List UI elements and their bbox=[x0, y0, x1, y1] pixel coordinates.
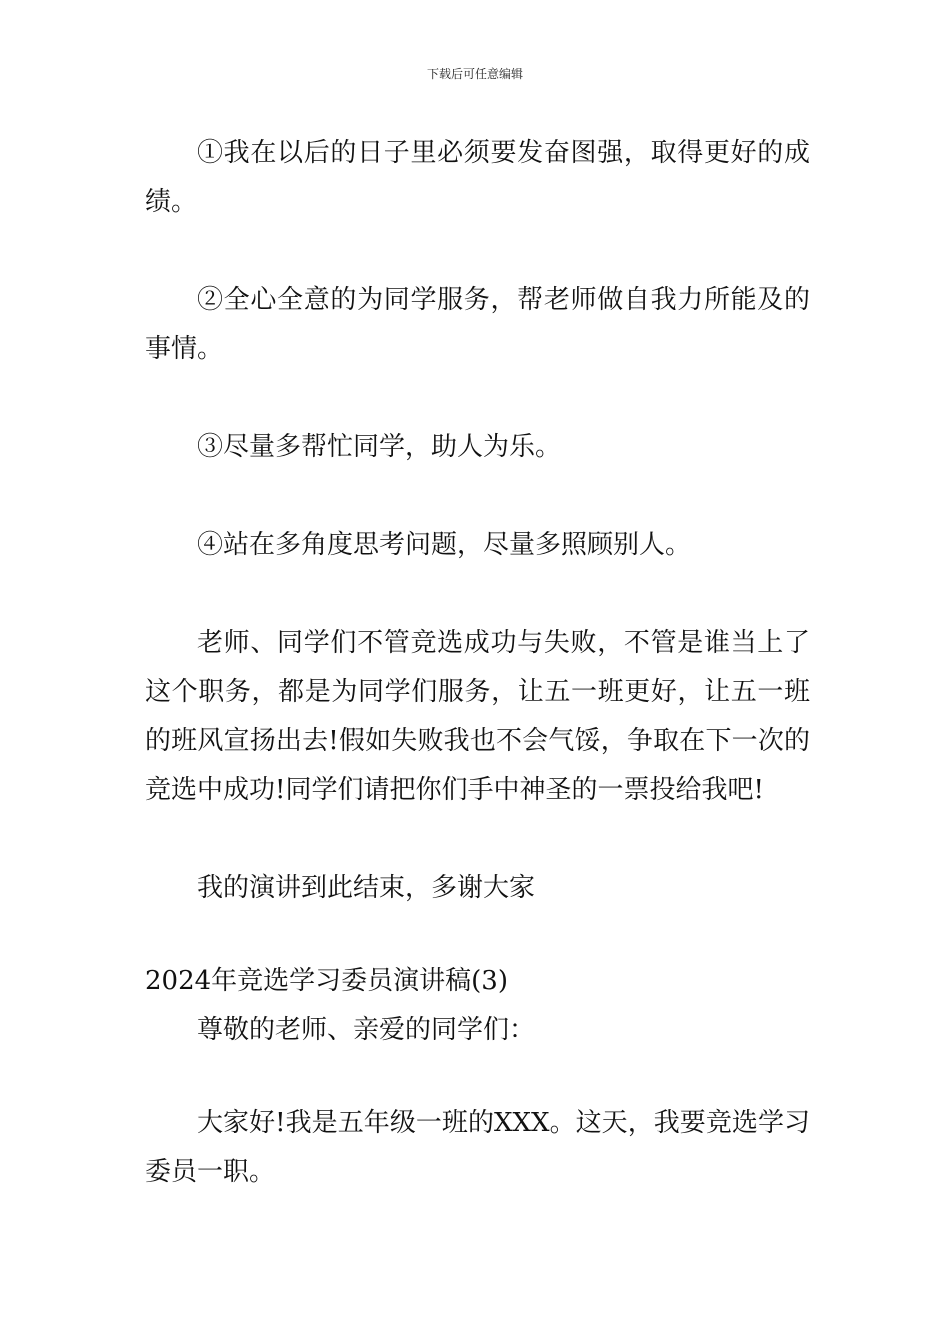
paragraph-introduction: 大家好!我是五年级一班的XXX。这天，我要竞选学习委员一职。 bbox=[145, 1108, 810, 1187]
paragraph-commitment-2: ②全心全意的为同学服务，帮老师做自我力所能及的事情。 bbox=[145, 285, 810, 364]
section-heading: 2024年竞选学习委员演讲稿(3) bbox=[145, 966, 508, 996]
paragraph-commitment-1: ①我在以后的日子里必须要发奋图强，取得更好的成绩。 bbox=[145, 138, 810, 217]
paragraph-thanks: 我的演讲到此结束，多谢大家 bbox=[197, 873, 536, 903]
document-body bbox=[145, 129, 810, 1197]
paragraph-greeting: 尊敬的老师、亲爱的同学们： bbox=[197, 1015, 536, 1045]
paragraph-closing-appeal: 老师、同学们不管竞选成功与失败，不管是谁当上了这个职务，都是为同学们服务，让五一班更好，让五一班的班风宣扬出去!假如失败我也不会气馁，争取在下一次的竞选中成功!同学们请把你们手中神圣的一票投给我吧! bbox=[145, 628, 810, 805]
paragraph-commitment-4: ④站在多角度思考问题，尽量多照顾别人。 bbox=[197, 530, 692, 560]
paragraph-commitment-3: ③尽量多帮忙同学，助人为乐。 bbox=[197, 432, 562, 462]
page-header: 下载后可任意编辑 bbox=[426, 67, 523, 81]
